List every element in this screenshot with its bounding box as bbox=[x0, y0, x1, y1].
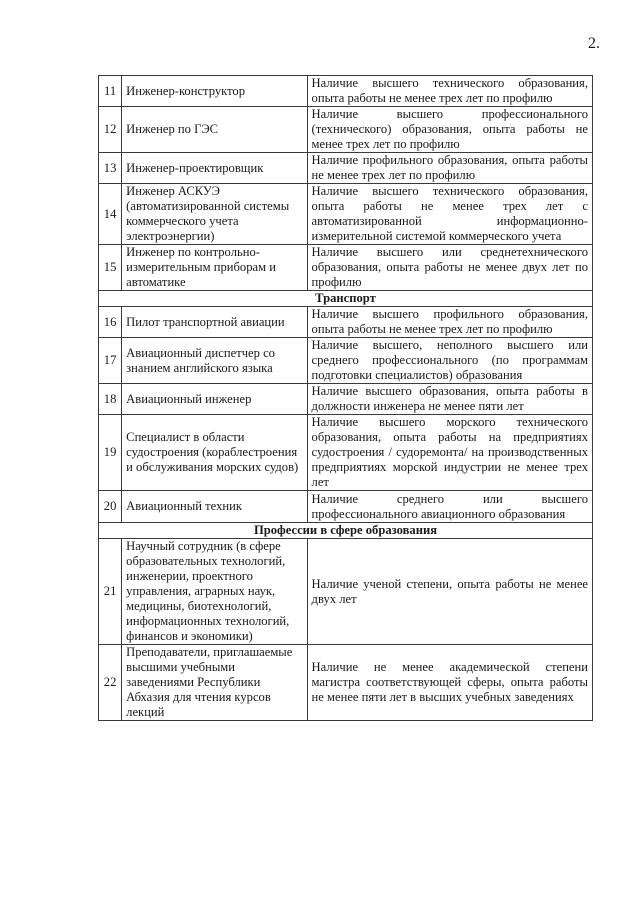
profession-cell: Инженер-конструктор bbox=[122, 76, 307, 107]
requirement-cell: Наличие высшего технического образования, опыта работы не менее трех лет по профилю bbox=[307, 76, 592, 107]
requirement-cell: Наличие высшего образования, опыта работы в должности инженера не менее пяти лет bbox=[307, 384, 592, 415]
table-row bbox=[99, 645, 593, 721]
row-number: 18 bbox=[99, 384, 122, 415]
row-number: 14 bbox=[99, 184, 122, 245]
requirement-cell: Наличие высшего морского технического образования, опыта работы на предприятиях судостроения / судоремонта/ на производственных предприятиях морской индустрии не менее трех лет bbox=[307, 415, 592, 491]
row-number: 22 bbox=[99, 645, 122, 721]
requirement-cell: Наличие среднего или высшего профессионального авиационного образования bbox=[307, 491, 592, 523]
table-row bbox=[99, 338, 593, 384]
section-title: Профессии в сфере образования bbox=[99, 523, 593, 539]
profession-cell: Авиационный инженер bbox=[122, 384, 307, 415]
page-number: 2. bbox=[588, 35, 600, 52]
table-row bbox=[99, 245, 593, 291]
table-row bbox=[99, 307, 593, 338]
row-number: 13 bbox=[99, 153, 122, 184]
table-row bbox=[99, 415, 593, 491]
requirement-cell: Наличие ученой степени, опыта работы не менее двух лет bbox=[307, 539, 592, 645]
row-number: 11 bbox=[99, 76, 122, 107]
row-number: 19 bbox=[99, 415, 122, 491]
profession-cell: Научный сотрудник (в сфере образовательных технологий, инженерии, проектного управления, аграрных наук, медицины, биотехнологий, информационных технологий, финансов и экономики) bbox=[122, 539, 307, 645]
profession-cell: Инженер по ГЭС bbox=[122, 107, 307, 153]
requirement-cell: Наличие высшего профильного образования, опыта работы не менее трех лет по профилю bbox=[307, 307, 592, 338]
row-number: 12 bbox=[99, 107, 122, 153]
requirement-cell: Наличие высшего, неполного высшего или среднего профессионального (по программам подготовки специалистов) образования bbox=[307, 338, 592, 384]
section-title: Транспорт bbox=[99, 291, 593, 307]
profession-cell: Инженер по контрольно-измерительным приборам и автоматике bbox=[122, 245, 307, 291]
requirement-cell: Наличие высшего или среднетехнического образования, опыта работы не менее двух лет по профилю bbox=[307, 245, 592, 291]
requirement-cell: Наличие профильного образования, опыта работы не менее трех лет по профилю bbox=[307, 153, 592, 184]
row-number: 17 bbox=[99, 338, 122, 384]
row-number: 20 bbox=[99, 491, 122, 523]
table-row bbox=[99, 153, 593, 184]
section-header-row bbox=[99, 291, 593, 307]
row-number: 16 bbox=[99, 307, 122, 338]
requirement-cell: Наличие высшего профессионального (технического) образования, опыта работы не менее трех лет по профилю bbox=[307, 107, 592, 153]
table-row bbox=[99, 107, 593, 153]
profession-cell: Инженер АСКУЭ (автоматизированной системы коммерческого учета электроэнергии) bbox=[122, 184, 307, 245]
table-row bbox=[99, 491, 593, 523]
profession-cell: Специалист в области судостроения (кораблестроения и обслуживания морских судов) bbox=[122, 415, 307, 491]
table-body bbox=[99, 76, 593, 721]
table-row bbox=[99, 184, 593, 245]
profession-cell: Пилот транспортной авиации bbox=[122, 307, 307, 338]
professions-table bbox=[98, 75, 593, 721]
profession-cell: Инженер-проектировщик bbox=[122, 153, 307, 184]
table-row bbox=[99, 76, 593, 107]
row-number: 15 bbox=[99, 245, 122, 291]
table-row bbox=[99, 539, 593, 645]
requirement-cell: Наличие не менее академической степени магистра соответствующей сферы, опыта работы не менее пяти лет в высших учебных заведениях bbox=[307, 645, 592, 721]
table-row bbox=[99, 384, 593, 415]
profession-cell: Преподаватели, приглашаемые высшими учебными заведениями Республики Абхазия для чтения курсов лекций bbox=[122, 645, 307, 721]
profession-cell: Авиационный техник bbox=[122, 491, 307, 523]
section-header-row bbox=[99, 523, 593, 539]
requirement-cell: Наличие высшего технического образования, опыта работы не менее трех лет с автоматизированной информационно-измерительной системой коммерческого учета bbox=[307, 184, 592, 245]
profession-cell: Авиационный диспетчер со знанием английского языка bbox=[122, 338, 307, 384]
row-number: 21 bbox=[99, 539, 122, 645]
